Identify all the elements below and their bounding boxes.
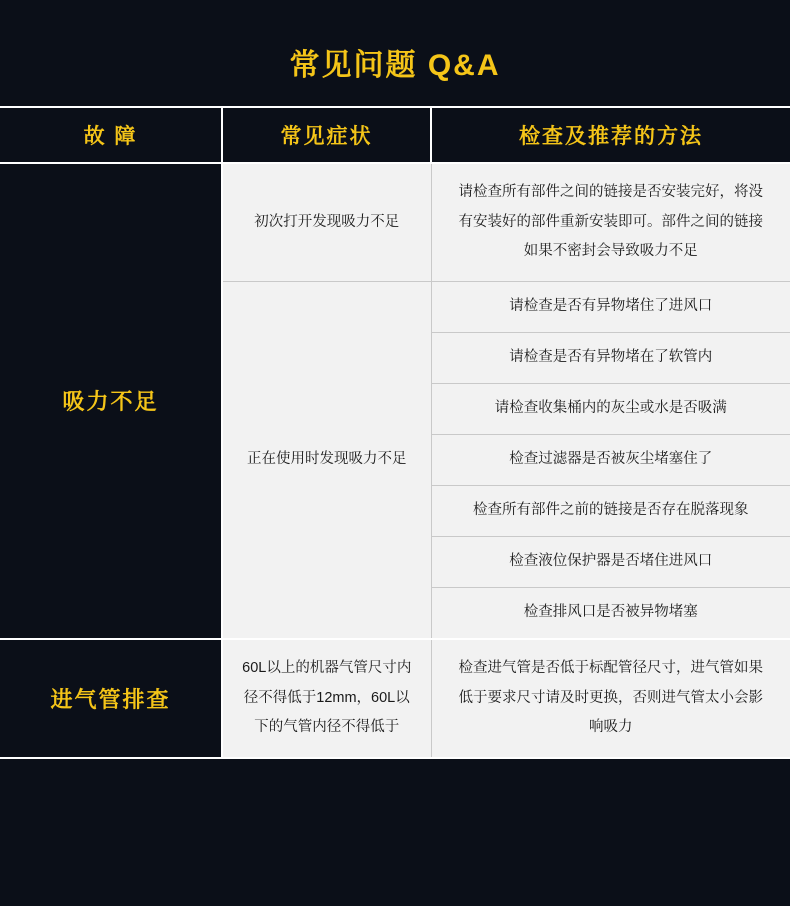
fault-label-suction: 吸力不足 [0,163,222,639]
fault-label-intake: 进气管排查 [0,639,222,758]
page-title: 常见问题 Q&A [289,49,501,82]
symptom-intake-spec: 60L以上的机器气管尺寸内径不得低于12mm，60L以下的气管内径不得低于 [222,639,431,758]
action-item: 请检查是否有异物堵住了进风口 [431,282,790,333]
action-item: 请检查所有部件之间的链接是否安装完好，将没有安装好的部件重新安装即可。部件之间的链接如果不密封会导致吸力不足 [431,163,790,282]
action-item: 检查排风口是否被异物堵塞 [431,587,790,639]
action-item: 请检查是否有异物堵在了软管内 [431,333,790,384]
action-item: 请检查收集桶内的灰尘或水是否吸满 [431,384,790,435]
header-action: 检查及推荐的方法 [431,107,790,163]
qa-table [0,106,790,759]
action-item: 检查所有部件之前的链接是否存在脱落现象 [431,486,790,537]
symptom-first-use: 初次打开发现吸力不足 [222,163,431,282]
action-item: 检查进气管是否低于标配管径尺寸，进气管如果低于要求尺寸请及时更换，否则进气管太小会影响吸力 [431,639,790,758]
action-item: 检查过滤器是否被灰尘堵塞住了 [431,435,790,486]
header-fault: 故 障 [0,107,222,163]
bottom-spacer [0,759,790,815]
action-item: 检查液位保护器是否堵住进风口 [431,536,790,587]
symptom-in-use: 正在使用时发现吸力不足 [222,282,431,639]
table-header-row [0,107,790,163]
header-symptom: 常见症状 [222,107,431,163]
table-row [0,163,790,282]
table-row [0,639,790,758]
